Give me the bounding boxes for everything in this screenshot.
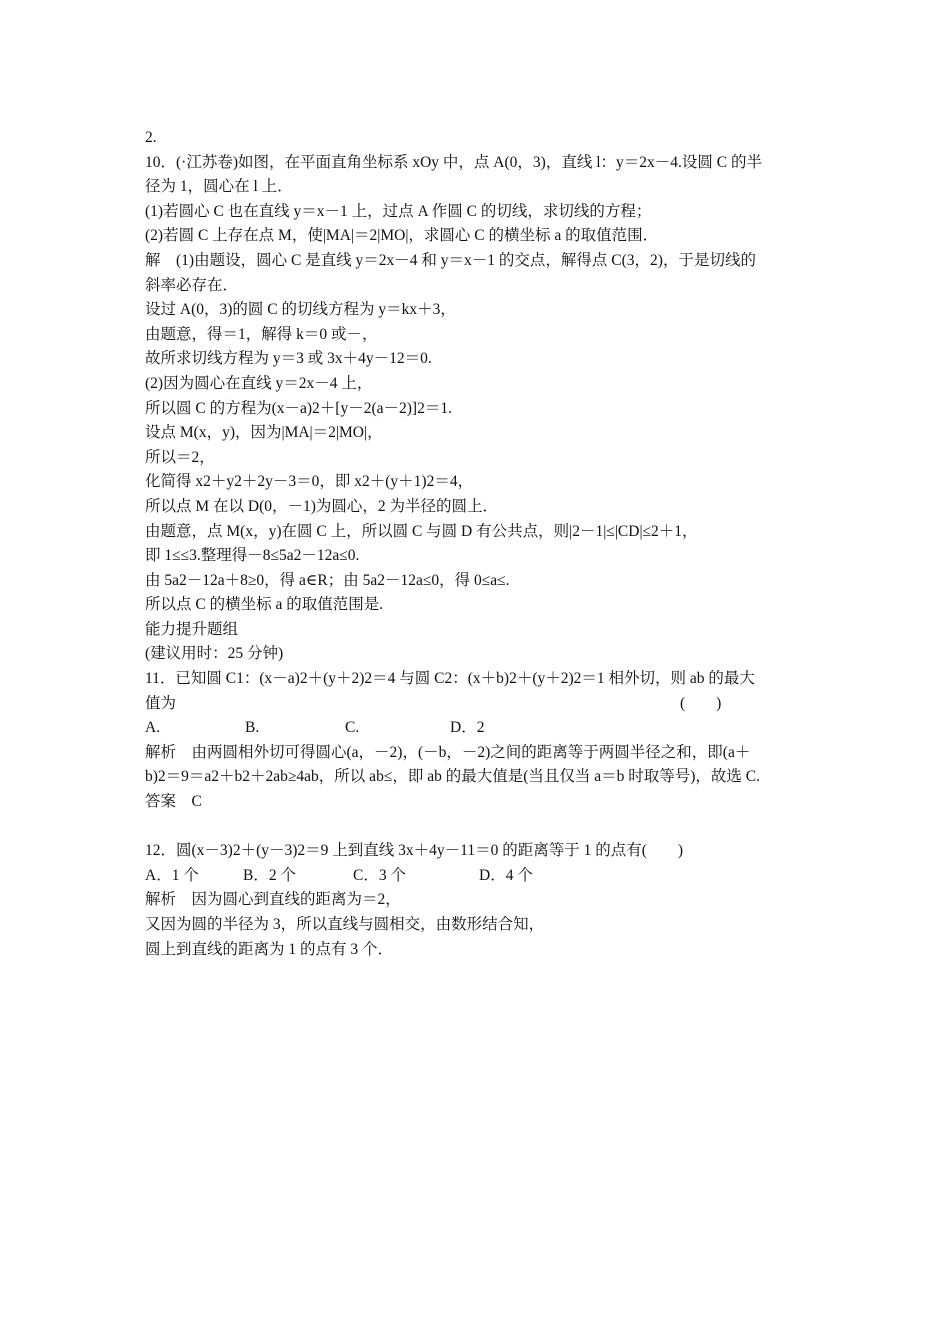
question-11-options: [145, 716, 810, 741]
question-11-answer: 答案 C: [145, 793, 202, 811]
question-12-options: [145, 864, 810, 889]
option-d: D．4 个: [479, 866, 533, 884]
question-11-stem: 11．已知圆 C1：(x－a)2＋(y＋2)2＝4 与圆 C2：(x＋b)2＋(y＋2)2＝1 相外切，则 ab 的最大: [145, 670, 755, 688]
question-12-stem: 12．圆(x－3)2＋(y－3)2＝9 上到直线 3x＋4y－11＝0 的距离等于 1 的点有( ): [145, 842, 684, 860]
solution-line: 由 5a2－12a＋8≥0，得 a∈R；由 5a2－12a≤0，得 0≤a≤.: [145, 571, 510, 589]
question-12-analysis: 又因为圆的半径为 3，所以直线与圆相交，由数形结合知，: [145, 916, 545, 933]
question-11-analysis: 解析 由两圆相外切可得圆心(a，－2)，(－b，－2)之间的距离等于两圆半径之和，即(a＋: [145, 743, 751, 761]
solution-line: 设过 A(0，3)的圆 C 的切线方程为 y＝kx＋3，: [145, 301, 456, 319]
document-body: [145, 126, 810, 962]
option-a: A.: [145, 719, 161, 737]
question-12-analysis: 解析 因为圆心到直线的距离为＝2，: [145, 891, 401, 909]
solution-line: 斜率必存在．: [145, 276, 239, 294]
solution-line: 由题意，得＝1，解得 k＝0 或－，: [145, 325, 378, 343]
solution-line: 即 1≤≤3.整理得－8≤5a2－12a≤0.: [145, 547, 360, 565]
text-line: 2.: [145, 129, 157, 146]
solution-line: 故所求切线方程为 y＝3 或 3x＋4y－12＝0.: [145, 350, 432, 368]
section-heading: 能力提升题组: [145, 620, 239, 638]
question-11-analysis: b)2＝9＝a2＋b2＋2ab≥4ab，所以 ab≤，即 ab 的最大值是(当且仅当 a＝b 时取等号)，故选 C.: [145, 768, 760, 786]
solution-line: 由题意，点 M(x，y)在圆 C 上，所以圆 C 与圆 D 有公共点，则|2－1|≤|CD|≤2＋1，: [145, 522, 698, 540]
text-line: 径为 1，圆心在 l 上．: [145, 178, 293, 196]
suggested-time: (建议用时：25 分钟): [145, 645, 284, 663]
option-c: C.: [345, 719, 360, 737]
question-10-stem: 10．(·江苏卷)如图，在平面直角坐标系 xOy 中，点 A(0，3)，直线 l：y＝2x－4.设圆 C 的半: [145, 153, 762, 171]
option-b: B.: [245, 719, 260, 737]
question-10-part-1: (1)若圆心 C 也在直线 y＝x－1 上，过点 A 作圆 C 的切线，求切线的方程；: [145, 202, 652, 220]
question-12-analysis: 圆上到直线的距离为 1 的点有 3 个．: [145, 940, 394, 958]
solution-line: 所以点 M 在以 D(0，－1)为圆心，2 为半径的圆上．: [145, 497, 499, 515]
spacer: [145, 815, 810, 840]
question-10-part-2: (2)若圆 C 上存在点 M，使|MA|＝2|MO|，求圆心 C 的横坐标 a 的取值范围．: [145, 227, 659, 245]
question-11-stem-tail: 值为: [145, 694, 177, 712]
solution-line: 所以＝2，: [145, 448, 215, 466]
option-c: C．3 个: [353, 866, 406, 884]
solution-line: (2)因为圆心在直线 y＝2x－4 上，: [145, 374, 373, 392]
option-a: A．1 个: [145, 866, 199, 884]
option-b: B．2 个: [243, 866, 296, 884]
solution-line: 化简得 x2＋y2＋2y－3＝0，即 x2＋(y＋1)2＝4，: [145, 473, 474, 491]
solution-line: 所以点 C 的横坐标 a 的取值范围是.: [145, 596, 384, 614]
answer-blank-paren: ( ): [680, 694, 722, 712]
solution-line: 所以圆 C 的方程为(x－a)2＋[y－2(a－2)]2＝1.: [145, 399, 452, 417]
solution-line: 解 (1)由题设，圆心 C 是直线 y＝2x－4 和 y＝x－1 的交点，解得点 C(3，2)，于是切线的: [145, 251, 756, 269]
question-11-stem-end: [145, 692, 810, 717]
option-d: D．2: [450, 719, 485, 737]
solution-line: 设点 M(x，y)，因为|MA|＝2|MO|，: [145, 424, 383, 442]
